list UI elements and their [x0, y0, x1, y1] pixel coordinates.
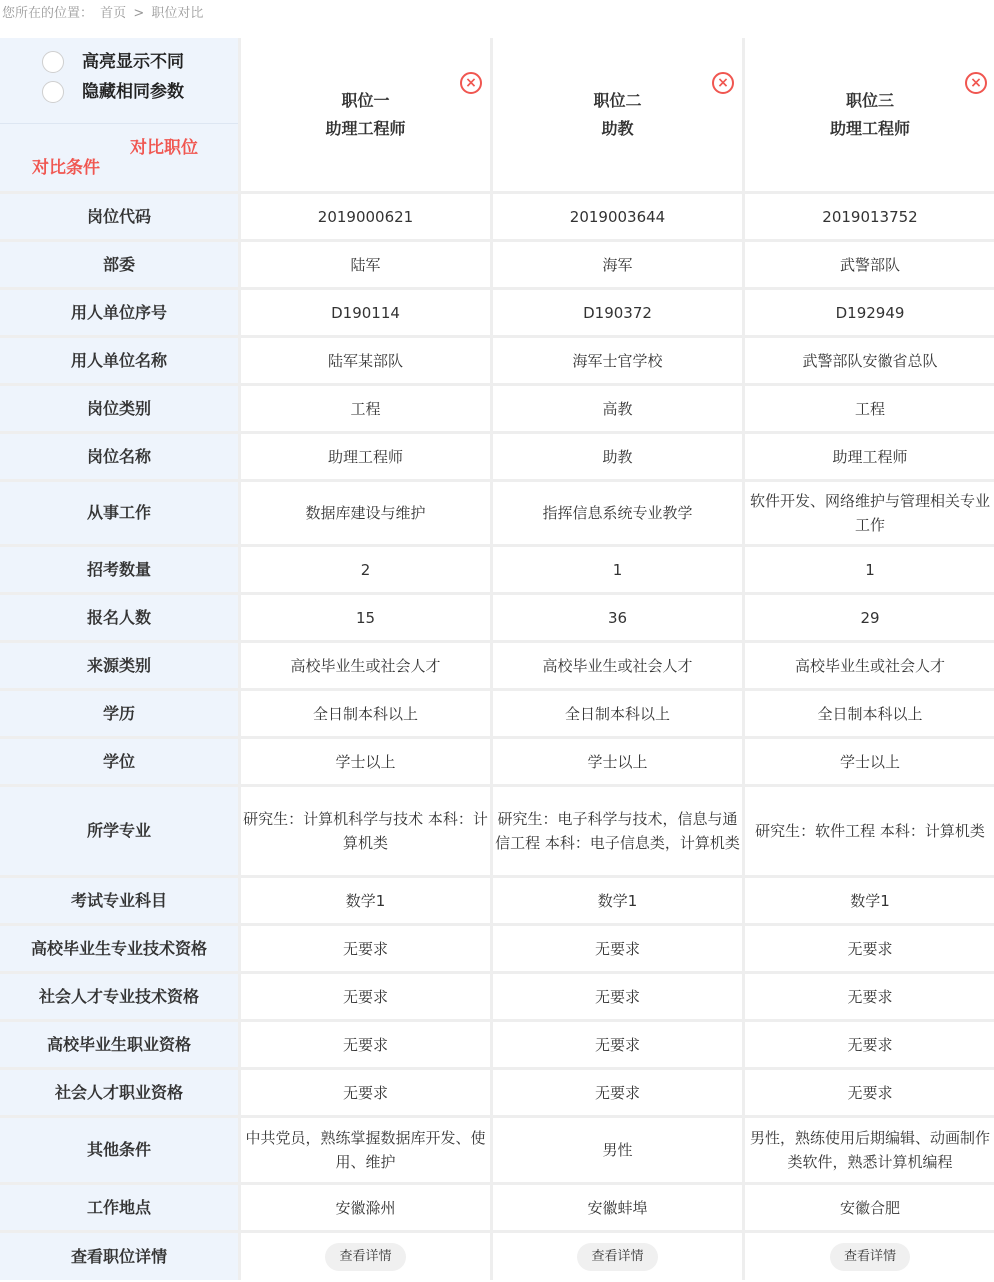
position-title: 助教 — [601, 118, 634, 138]
row-value: 学士以上 — [745, 739, 994, 784]
row-label: 其他条件 — [0, 1118, 238, 1182]
remove-position-icon[interactable]: × — [965, 72, 987, 94]
row-value: 无要求 — [493, 1070, 742, 1115]
row-value: 无要求 — [745, 974, 994, 1019]
row-value: 高校毕业生或社会人才 — [493, 643, 742, 688]
row-label: 岗位类别 — [0, 386, 238, 431]
row-value: D190372 — [493, 290, 742, 335]
highlight-diff-option[interactable] — [42, 50, 184, 74]
row-value: 15 — [241, 595, 490, 640]
row-value: 2 — [241, 547, 490, 592]
row-value: 高校毕业生或社会人才 — [241, 643, 490, 688]
position-ordinal: 职位二 — [593, 90, 642, 110]
row-label: 工作地点 — [0, 1185, 238, 1230]
row-label: 考试专业科目 — [0, 878, 238, 923]
row-value: 无要求 — [493, 974, 742, 1019]
row-label: 用人单位名称 — [0, 338, 238, 383]
row-value: 无要求 — [241, 1022, 490, 1067]
view-details-button[interactable]: 查看详情 — [830, 1243, 910, 1271]
compare-options-panel — [0, 38, 238, 191]
row-value: 安徽滁州 — [241, 1185, 490, 1230]
row-value: 36 — [493, 595, 742, 640]
row-label: 查看职位详情 — [0, 1233, 238, 1280]
row-label: 所学专业 — [0, 787, 238, 875]
row-value: 2019003644 — [493, 194, 742, 239]
row-value: 数学1 — [745, 878, 994, 923]
row-value: 无要求 — [745, 1022, 994, 1067]
row-value: D192949 — [745, 290, 994, 335]
row-value: 软件开发、网络维护与管理相关专业工作 — [745, 482, 994, 544]
row-value: 1 — [745, 547, 994, 592]
row-value: 武警部队 — [745, 242, 994, 287]
row-label: 部委 — [0, 242, 238, 287]
row-value: 男性，熟练使用后期编辑、动画制作类软件，熟悉计算机编程 — [745, 1118, 994, 1182]
position-ordinal: 职位一 — [341, 90, 390, 110]
row-label: 招考数量 — [0, 547, 238, 592]
row-value: 助理工程师 — [745, 434, 994, 479]
row-value: 安徽合肥 — [745, 1185, 994, 1230]
row-value: 陆军 — [241, 242, 490, 287]
row-value: 无要求 — [241, 926, 490, 971]
row-value: 安徽蚌埠 — [493, 1185, 742, 1230]
row-value: 助教 — [493, 434, 742, 479]
position-title: 助理工程师 — [829, 118, 910, 138]
row-value: 海军 — [493, 242, 742, 287]
row-label: 用人单位序号 — [0, 290, 238, 335]
breadcrumb-current: 职位对比 — [151, 6, 204, 21]
row-value: 学士以上 — [493, 739, 742, 784]
row-value: 海军士官学校 — [493, 338, 742, 383]
breadcrumb-prefix: 您所在的位置： — [2, 6, 94, 21]
row-value: 指挥信息系统专业教学 — [493, 482, 742, 544]
row-value: 研究生：计算机科学与技术 本科：计算机类 — [241, 787, 490, 875]
row-value: 全日制本科以上 — [745, 691, 994, 736]
row-value: 高教 — [493, 386, 742, 431]
row-value: 工程 — [241, 386, 490, 431]
position-header-3 — [745, 38, 994, 191]
detail-cell — [493, 1233, 742, 1280]
row-value: 无要求 — [493, 926, 742, 971]
position-ordinal: 职位三 — [845, 90, 894, 110]
position-header-1 — [241, 38, 490, 191]
hide-same-radio[interactable] — [42, 81, 64, 103]
row-value: 29 — [745, 595, 994, 640]
row-label: 学位 — [0, 739, 238, 784]
compare-conditions-label: 对比条件 — [32, 158, 100, 178]
row-value: 无要求 — [241, 1070, 490, 1115]
row-value: 无要求 — [745, 926, 994, 971]
row-label: 学历 — [0, 691, 238, 736]
position-header-2 — [493, 38, 742, 191]
corner-divider — [0, 123, 238, 124]
row-value: 研究生：软件工程 本科：计算机类 — [745, 787, 994, 875]
breadcrumb — [0, 0, 994, 38]
row-value: 无要求 — [493, 1022, 742, 1067]
row-label: 高校毕业生职业资格 — [0, 1022, 238, 1067]
row-value: 武警部队安徽省总队 — [745, 338, 994, 383]
breadcrumb-separator: > — [133, 6, 145, 21]
view-details-button[interactable]: 查看详情 — [577, 1243, 657, 1271]
row-value: 陆军某部队 — [241, 338, 490, 383]
row-value: D190114 — [241, 290, 490, 335]
row-value: 工程 — [745, 386, 994, 431]
row-label: 岗位名称 — [0, 434, 238, 479]
row-label: 高校毕业生专业技术资格 — [0, 926, 238, 971]
row-value: 2019013752 — [745, 194, 994, 239]
row-value: 男性 — [493, 1118, 742, 1182]
row-value: 无要求 — [241, 974, 490, 1019]
row-value: 2019000621 — [241, 194, 490, 239]
row-value: 全日制本科以上 — [241, 691, 490, 736]
detail-cell — [241, 1233, 490, 1280]
row-value: 助理工程师 — [241, 434, 490, 479]
row-label: 社会人才职业资格 — [0, 1070, 238, 1115]
row-label: 报名人数 — [0, 595, 238, 640]
hide-same-label: 隐藏相同参数 — [82, 82, 184, 102]
row-label: 来源类别 — [0, 643, 238, 688]
row-value: 全日制本科以上 — [493, 691, 742, 736]
highlight-diff-radio[interactable] — [42, 51, 64, 73]
row-value: 中共党员，熟练掌握数据库开发、使用、维护 — [241, 1118, 490, 1182]
remove-position-icon[interactable]: × — [712, 72, 734, 94]
row-value: 学士以上 — [241, 739, 490, 784]
comparison-table — [0, 38, 994, 1280]
row-value: 无要求 — [745, 1070, 994, 1115]
detail-cell — [745, 1233, 994, 1280]
row-value: 1 — [493, 547, 742, 592]
position-title: 助理工程师 — [325, 118, 406, 138]
row-label: 社会人才专业技术资格 — [0, 974, 238, 1019]
row-value: 数学1 — [241, 878, 490, 923]
row-value: 研究生：电子科学与技术，信息与通信工程 本科：电子信息类，计算机类 — [493, 787, 742, 875]
row-value: 高校毕业生或社会人才 — [745, 643, 994, 688]
breadcrumb-home-link[interactable]: 首页 — [100, 6, 127, 21]
compare-positions-label: 对比职位 — [130, 138, 198, 158]
row-label: 从事工作 — [0, 482, 238, 544]
remove-position-icon[interactable]: × — [460, 72, 482, 94]
row-value: 数据库建设与维护 — [241, 482, 490, 544]
highlight-diff-label: 高亮显示不同 — [82, 52, 184, 72]
row-label: 岗位代码 — [0, 194, 238, 239]
view-details-button[interactable]: 查看详情 — [325, 1243, 405, 1271]
row-value: 数学1 — [493, 878, 742, 923]
hide-same-option[interactable] — [42, 80, 184, 104]
